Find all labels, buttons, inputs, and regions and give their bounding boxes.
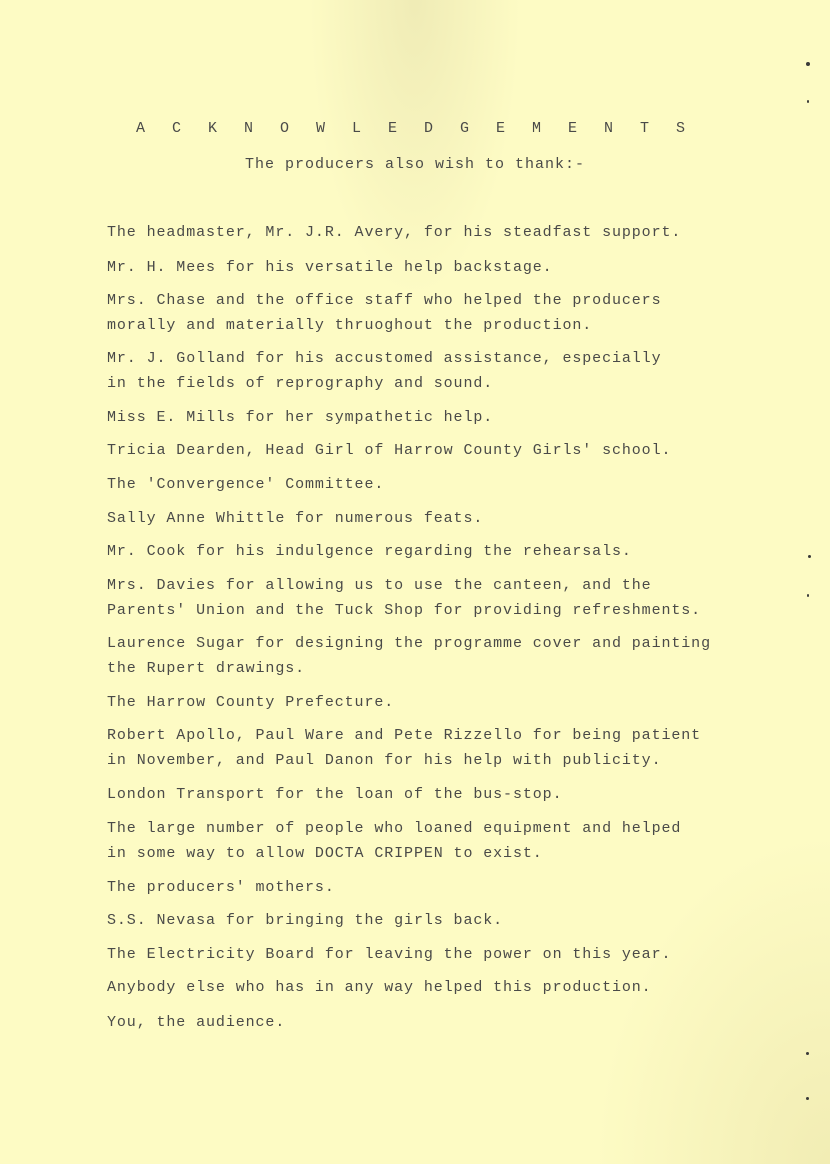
- acknowledgement-item: The Harrow County Prefecture.: [107, 694, 395, 711]
- acknowledgement-item: Tricia Dearden, Head Girl of Harrow County Girls' school.: [107, 442, 672, 459]
- acknowledgement-item: Mr. H. Mees for his versatile help backstage.: [107, 259, 553, 276]
- ink-mark: [806, 1052, 809, 1055]
- acknowledgement-item: The large number of people who loaned equipment and helped in some way to allow DOCTA CRIPPEN to exist.: [107, 820, 682, 862]
- acknowledgement-item: Mrs. Chase and the office staff who helped the producers morally and materially thruoghout the production.: [107, 292, 662, 334]
- acknowledgement-item: The producers' mothers.: [107, 879, 335, 896]
- acknowledgement-item: London Transport for the loan of the bus-stop.: [107, 786, 563, 803]
- acknowledgement-item: You, the audience.: [107, 1014, 286, 1031]
- acknowledgement-item: Sally Anne Whittle for numerous feats.: [107, 510, 484, 527]
- ink-mark: [807, 100, 809, 103]
- acknowledgement-item: Anybody else who has in any way helped this production.: [107, 979, 652, 996]
- ink-mark: [806, 62, 810, 66]
- acknowledgement-item: S.S. Nevasa for bringing the girls back.: [107, 912, 504, 929]
- acknowledgement-item: Miss E. Mills for her sympathetic help.: [107, 409, 494, 426]
- page-title: A C K N O W L E D G E M E N T S: [135, 120, 695, 137]
- ink-mark: [808, 555, 811, 558]
- acknowledgement-item: The 'Convergence' Committee.: [107, 476, 385, 493]
- acknowledgement-item: Laurence Sugar for designing the programme cover and painting the Rupert drawings.: [107, 635, 711, 677]
- acknowledgement-item: Mr. J. Golland for his accustomed assistance, especially in the fields of reprography and sound.: [107, 350, 662, 392]
- ink-mark: [806, 1097, 809, 1100]
- ink-mark: [807, 594, 809, 597]
- acknowledgement-item: Robert Apollo, Paul Ware and Pete Rizzello for being patient in November, and Paul Danon for his help with publicity.: [107, 727, 702, 769]
- acknowledgement-item: The Electricity Board for leaving the power on this year.: [107, 946, 672, 963]
- acknowledgement-item: The headmaster, Mr. J.R. Avery, for his steadfast support.: [107, 224, 682, 241]
- acknowledgement-item: Mr. Cook for his indulgence regarding the rehearsals.: [107, 543, 632, 560]
- acknowledgement-item: Mrs. Davies for allowing us to use the canteen, and the Parents' Union and the Tuck Shop for providing refreshments.: [107, 577, 702, 619]
- page-subtitle: The producers also wish to thank:-: [244, 156, 586, 173]
